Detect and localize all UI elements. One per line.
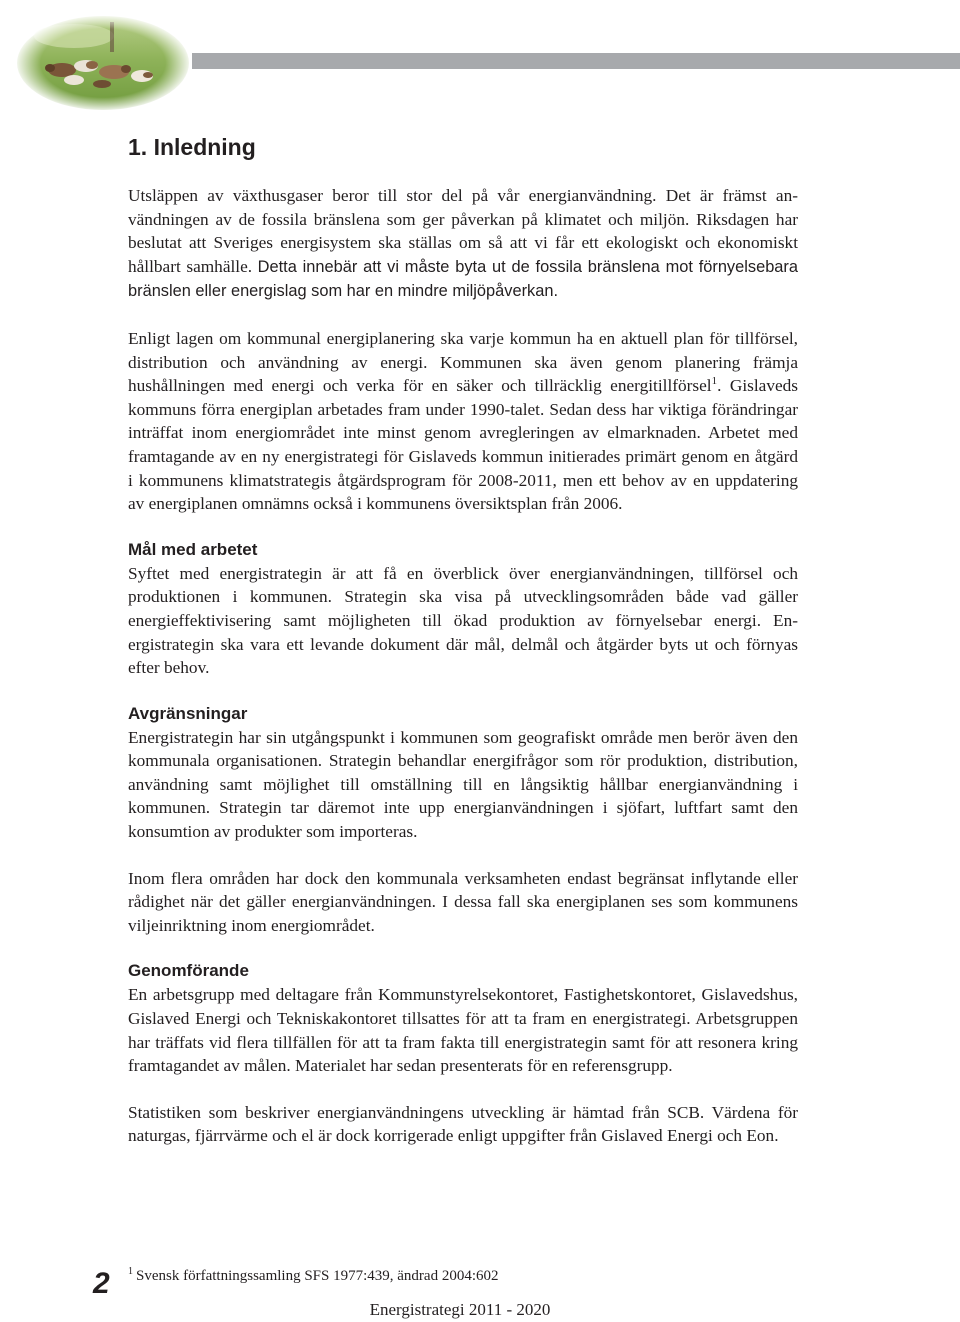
footnote-text: Svensk författningssamling SFS 1977:439, ändrad 2004:602 <box>136 1268 499 1284</box>
page-content <box>128 128 798 1171</box>
section-heading-implementation: Genomförande <box>128 961 249 981</box>
footer-title: Energistrategi 2011 - 2020 <box>369 1300 551 1319</box>
implementation-paragraph-1: En arbetsgrupp med deltagare från Kommunstyrelsekontoret, Fastighetskontoret, Gislavedshus, Gislaved Energi och Tekniskakontoret tillsattes för att ta fram en energistrategi. Arbetsgruppen har träffats vid flera tillfällen för att ta fram fakta till energistrategin samt för att resonera kring framtagandet av målen. Materialet har sedan presenterats för en referensgrupp. <box>128 985 798 1076</box>
intro-paragraph-1-serif: Utsläppen av växthusgaser beror till stor del på vår energianvändning. Det är främst användningen av de fossila bränslena som ger påverkan på klimatet och miljön. Riksdagen har beslutat att Sveriges energisystem ska ställas om så att vi får ett ekologiskt och ekonomiskt hållbart samhälle. <box>128 186 798 276</box>
intro-paragraph-1-sans: Detta innebär att vi måste byta ut de fossila bränslena mot förnyelsebara bränslen eller energislag som har en mindre miljöpåverkan. <box>128 257 799 301</box>
page-number: 2 <box>93 1267 110 1300</box>
section-heading-scope: Avgränsningar <box>128 703 248 723</box>
section-heading-goal: Mål med arbetet <box>128 539 258 559</box>
intro-paragraph-2-part-b: . Gislaveds kommuns förra energiplan arbetades fram under 1990-talet. Sedan dess har viktiga förändringar inträffat inom energiområdet inte minst genom avregleringen av elmarknaden. Arbetet med framtagande av en ny energistrategi för Gislaveds kommun initierades primärt genom en åtgärd i kommunens klimatstrategis åtgärdsprogram för 2008-2011, men ett behov av en uppdatering av energiplanen omnämns också i kommunens översiktsplan från 2006. <box>128 376 798 514</box>
implementation-paragraph-2: Statistiken som beskriver energianvändningens utveckling är hämtad från SCB. Värdena för naturgas, fjärrvärme och el är dock korrigerade enligt uppgifter från Gislaved Energi och Eon. <box>128 1102 798 1146</box>
intro-paragraph-1 <box>128 184 798 304</box>
footnote-reference: 1 <box>711 375 718 388</box>
footnote-mark: 1 <box>128 1266 133 1277</box>
scope-paragraph-1: Energistrategin har sin utgångspunkt i kommunen som geografiskt område men berör även den kommunala organisationen. Strategin behandlar energifrågor som rör produktion, distribution, användning samt möjlighet till omställning till en långsiktig hållbar energianvändning i kommunen. Strategin tar däremot inte upp energianvändningen i sjöfart, luftfart samt den konsumtion av produkter som importeras. <box>128 727 798 842</box>
header-bar <box>192 53 960 69</box>
intro-paragraph-2-part-a: Enligt lagen om kommunal energiplanering ska varje kommun ha en aktuell plan för tillförsel, distribution och användning av energi. Kommunen ska även genom planering främja hushållningen med energi och verka för en säker och tillräcklig energitillförsel <box>128 328 798 396</box>
intro-paragraph-2 <box>128 327 798 516</box>
chapter-title: 1. Inledning <box>128 134 256 160</box>
footnote <box>128 1266 499 1286</box>
scope-paragraph-2: Inom flera områden har dock den kommunala verksamheten endast begränsat inflytande eller rådighet när det gäller energianvändningen. I dessa fall ska energiplanen ses som kommunens viljeinriktning inom energiområdet. <box>128 868 798 935</box>
cattle-grazing-photo <box>14 14 192 112</box>
goal-paragraph: Syftet med energistrategin är att få en överblick över energianvändningen, tillförsel och produktionen i kommunen. Strategin ska visa på utvecklingsområden både vad gäller energieffektivisering samt möjligheten till ökad produktion av förnyelsebar energi. Energistrategin ska vara ett levande dokument där mål, delmål och åtgärder byts ut och förnyas efter behov. <box>128 563 798 678</box>
